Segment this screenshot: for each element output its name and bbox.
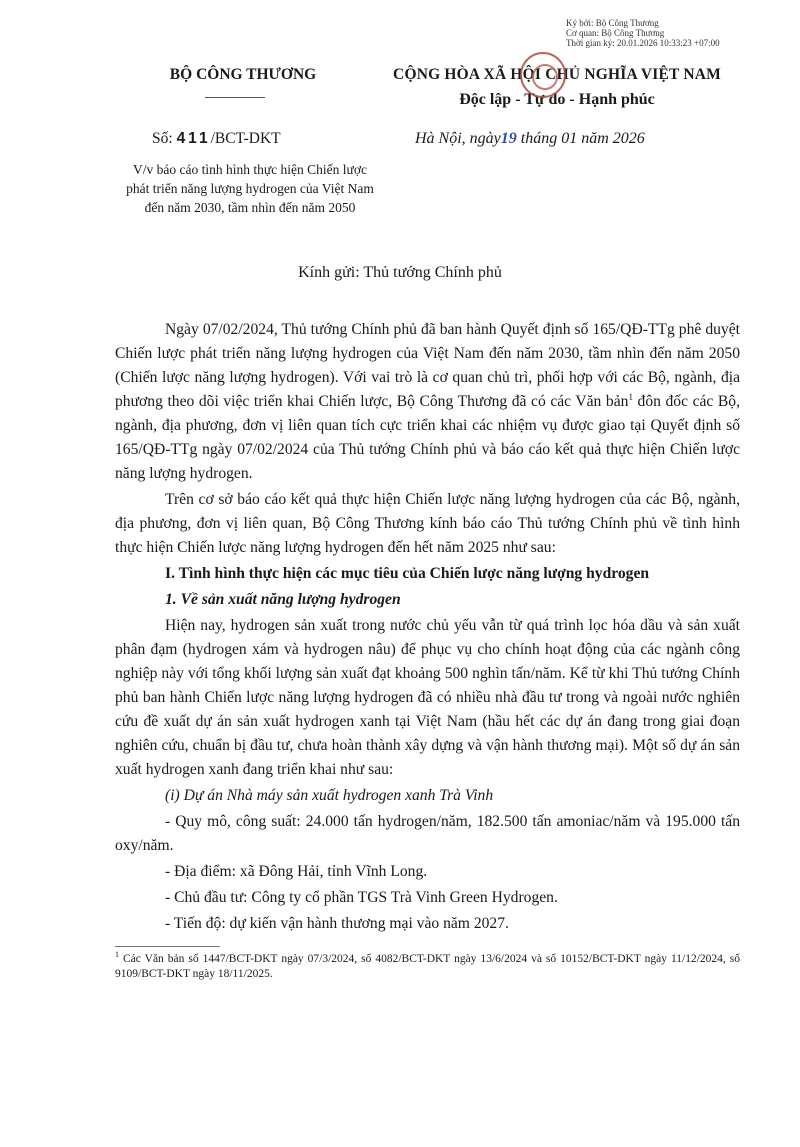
list-item: - Chủ đầu tư: Công ty cổ phần TGS Trà Vinh Green Hydrogen.: [165, 889, 558, 906]
signing-agency: Cơ quan: Bộ Công Thương: [566, 28, 665, 38]
signed-by: Ký bởi: Bộ Công Thương: [566, 18, 659, 28]
digital-seal-icon: [520, 52, 566, 98]
footnote-text: Các Văn bản số 1447/BCT-DKT ngày 07/3/2024, số 4082/BCT-DKT ngày 13/6/2024 và số 10152/BCT-DKT ngày 11/12/2024, số 9109/BCT-DKT ngày 18/11/2025.: [115, 953, 740, 980]
organization-name: BỘ CÔNG THƯƠNG: [169, 66, 317, 83]
date-day: 19: [500, 130, 517, 147]
national-title: CỘNG HÒA XÃ HỘI CHỦ NGHĨA VIỆT NAM: [393, 66, 721, 83]
footnote-divider: [115, 946, 220, 947]
paragraph: Hiện nay, hydrogen sản xuất trong nước chủ yếu vẫn từ quá trình lọc hóa dầu và sản xuất phân đạm (hydrogen xám và hydrogen nâu) để phục vụ cho chính hoạt động của các ngành công nghiệp này với tổng khối lượng sản xuất đạt khoảng 500 nghìn tấn/năm. Kể từ khi Thủ tướng Chính phủ ban hành Chiến lược năng lượng hydrogen đã có nhiều nhà đầu tư trong và ngoài nước nghiên cứu đề xuất dự án sản xuất hydrogen xanh tại Việt Nam (hầu hết các dự án đang trong giai đoạn nghiên cứu, chuẩn bị đầu tư, chưa hoàn thành xây dựng và vận hành thương mại). Một số dự án sản xuất hydrogen xanh đang triển khai như sau:: [115, 617, 740, 778]
national-motto: Độc lập - Tự do - Hạnh phúc: [459, 91, 655, 108]
number-value: 411: [176, 130, 211, 147]
list-item: - Địa điểm: xã Đông Hải, tỉnh Vĩnh Long.: [165, 863, 428, 880]
footnote-ref: 1: [628, 391, 633, 402]
number-label: Số:: [152, 130, 173, 147]
footnote-mark: 1: [115, 950, 119, 960]
project-title: (i) Dự án Nhà máy sản xuất hydrogen xanh Trà Vinh: [165, 787, 494, 804]
paragraph: Trên cơ sở báo cáo kết quả thực hiện Chiến lược năng lượng hydrogen của các Bộ, ngành, địa phương, đơn vị liên quan, Bộ Công Thương kính báo cáo Thủ tướng Chính phủ về tình hình thực hiện Chiến lược năng lượng hydrogen đến hết năm 2025 như sau:: [115, 491, 740, 556]
list-item: - Tiến độ: dự kiến vận hành thương mại vào năm 2027.: [165, 915, 509, 932]
footnote: [115, 952, 740, 982]
signing-time: Thời gian ký: 20.01.2026 10:33:23 +07:00: [566, 38, 720, 48]
date-suffix: tháng 01 năm 2026: [520, 130, 645, 147]
paragraph-text: đôn đốc các Bộ, ngành, địa phương, đơn vị liên quan tích cực triển khai các nhiệm vụ được giao tại Quyết định số 165/QĐ-TTg ngày 07/02/2024 của Thủ tướng Chính phủ và báo cáo kết quả thực hiện Chiến lược năng lượng hydrogen.: [115, 393, 740, 482]
document-body: [115, 318, 740, 936]
document-date: [415, 130, 645, 148]
document-content: [115, 318, 740, 982]
document-number: [152, 130, 281, 148]
digital-signature: [566, 18, 720, 48]
date-prefix: Hà Nội, ngày: [415, 130, 501, 147]
list-item: - Quy mô, công suất: 24.000 tấn hydrogen/năm, 182.500 tấn amoniac/năm và 195.000 tấn oxy/năm.: [115, 813, 740, 854]
paragraph-text: Ngày 07/02/2024, Thủ tướng Chính phủ đã ban hành Quyết định số 165/QĐ-TTg phê duyệt Chiến lược phát triển năng lượng hydrogen của Việt Nam đến năm 2030, tầm nhìn đến năm 2050 (Chiến lược năng lượng hydrogen). Với vai trò là cơ quan chủ trì, phối hợp với các Bộ, ngành, địa phương theo dõi việc triển khai Chiến lược, Bộ Công Thương đã có các Văn bản: [115, 321, 740, 410]
recipient: Kính gửi: Thủ tướng Chính phủ: [298, 264, 502, 281]
subsection-heading: 1. Về sản xuất năng lượng hydrogen: [165, 591, 401, 608]
number-suffix: /BCT-DKT: [210, 130, 281, 147]
document-subject: V/v báo cáo tình hình thực hiện Chiến lược phát triển năng lượng hydrogen của Việt Nam đến năm 2030, tầm nhìn đến năm 2050: [126, 162, 374, 215]
divider: [205, 97, 265, 98]
section-heading: I. Tình hình thực hiện các mục tiêu của Chiến lược năng lượng hydrogen: [165, 565, 650, 582]
paragraph: [115, 318, 740, 486]
